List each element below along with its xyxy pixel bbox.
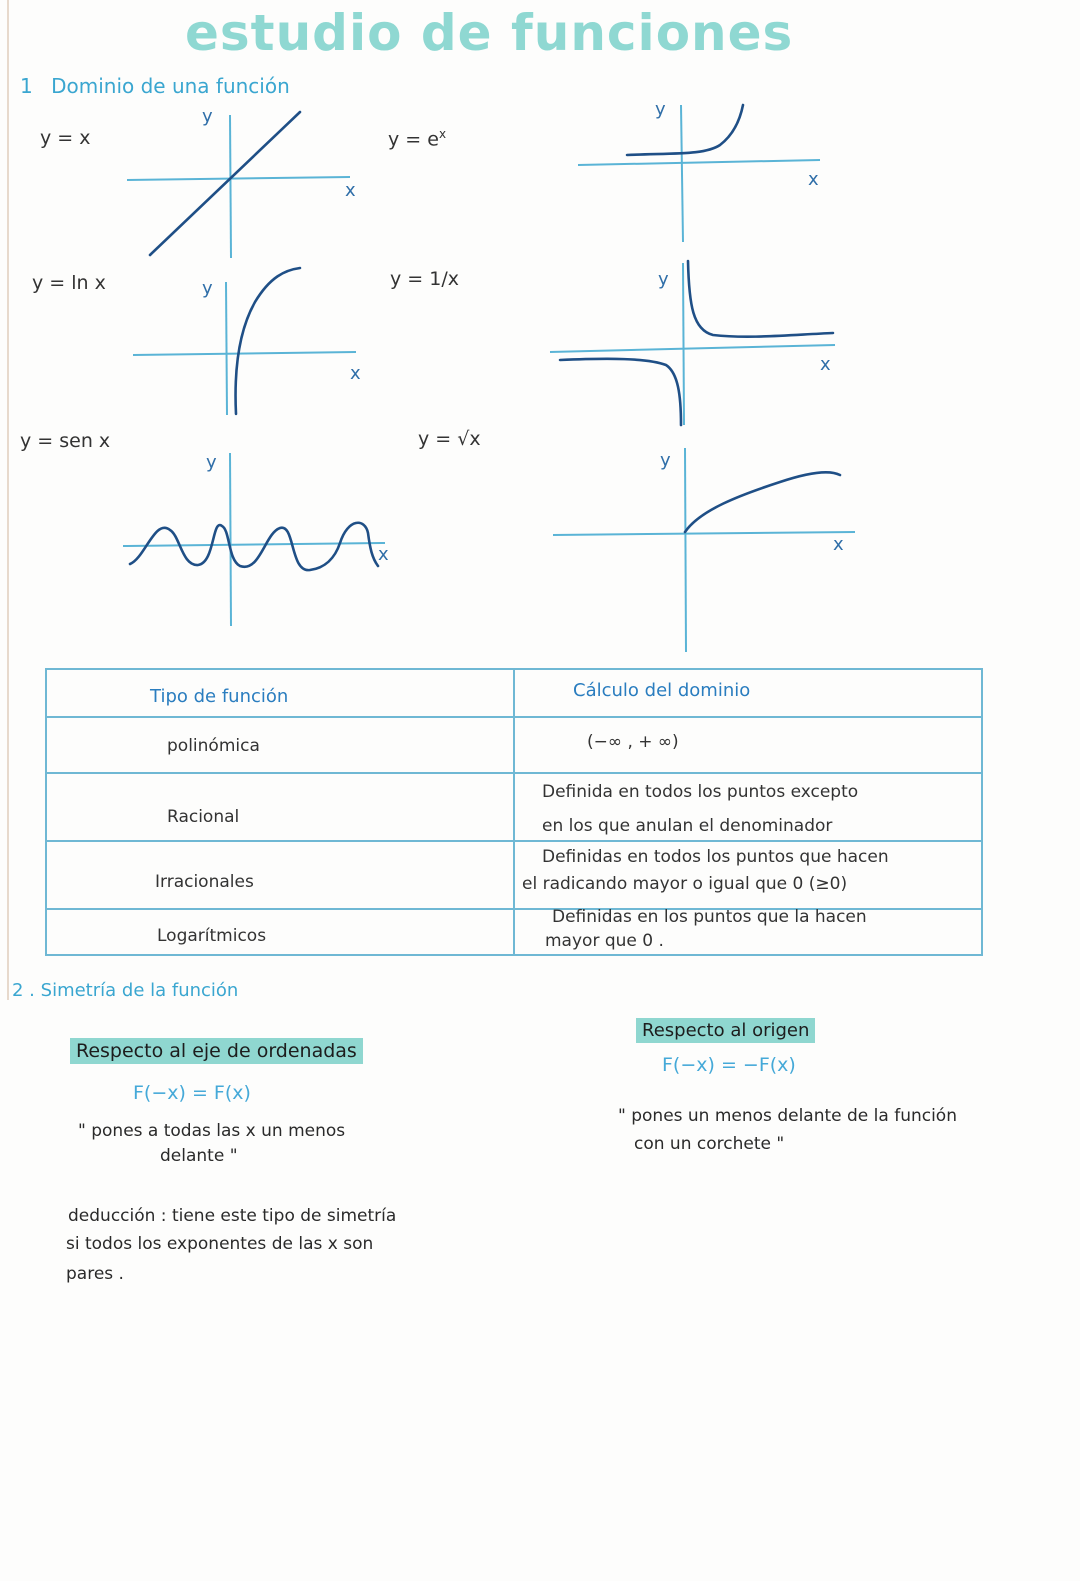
even-symmetry-heading: Respecto al eje de ordenadas	[70, 1040, 363, 1062]
y-axis-label: y	[655, 99, 666, 120]
table-header-type: Tipo de función	[150, 686, 289, 707]
odd-symmetry-heading: Respecto al origen	[636, 1020, 815, 1041]
deduction-line1: deducción : tiene este tipo de simetría	[68, 1206, 397, 1226]
equation-exponential: $y = e^x$	[388, 127, 447, 151]
odd-symmetry-note-line1: " pones un menos delante de la función	[618, 1106, 957, 1126]
equation-reciprocal: y = 1/x	[390, 268, 459, 290]
table-line	[45, 840, 983, 842]
x-axis-label: x	[833, 534, 844, 555]
y-axis-label: y	[658, 269, 669, 290]
table-header-domain: Cálculo del dominio	[573, 680, 751, 701]
x-axis-label: x	[345, 180, 356, 201]
graph-reciprocal	[548, 255, 848, 430]
x-axis-label: x	[350, 363, 361, 384]
odd-symmetry-formula: F(−x) = −F(x)	[662, 1054, 796, 1076]
table-row-domain-line2: en los que anulan el denominador	[542, 816, 833, 836]
even-symmetry-note-line2: delante "	[160, 1146, 238, 1166]
table-row-domain-line1: Definidas en los puntos que la hacen	[552, 907, 867, 927]
odd-symmetry-note-line2: con un corchete "	[634, 1134, 785, 1154]
graph-exponential	[575, 95, 845, 255]
y-axis-label: y	[206, 452, 217, 473]
table-row-domain-line1: Definida en todos los puntos excepto	[542, 782, 859, 802]
table-border-right	[981, 668, 983, 956]
table-row-type: polinómica	[167, 736, 260, 756]
even-symmetry-formula: F(−x) = F(x)	[133, 1082, 251, 1104]
section-2-heading	[12, 980, 238, 1001]
table-row-type: Racional	[167, 807, 240, 827]
section-2-label: Simetría de la función	[40, 980, 239, 1001]
equation-sine: y = sen x	[20, 430, 111, 452]
y-axis-label: y	[660, 450, 671, 471]
y-axis-label: y	[202, 106, 213, 127]
equation-sqrt: y = √x	[418, 428, 481, 450]
table-row-domain-line2: mayor que 0 .	[545, 931, 664, 951]
graph-logarithm	[130, 262, 370, 422]
graph-sine	[120, 448, 400, 630]
x-axis-label: x	[808, 169, 819, 190]
table-column-divider	[513, 668, 515, 956]
table-row-type: Irracionales	[155, 872, 254, 892]
section-1-label: Dominio de una función	[51, 74, 290, 98]
table-line	[45, 772, 983, 774]
table-line	[45, 668, 983, 670]
section-1-heading	[20, 74, 290, 98]
table-row-domain-line2: el radicando mayor o igual que 0 (≥0)	[522, 874, 848, 894]
x-axis-label: x	[378, 544, 389, 565]
page-title: estudio de funciones	[185, 4, 794, 62]
x-axis-label: x	[820, 354, 831, 375]
deduction-line3: pares .	[66, 1264, 124, 1284]
graph-identity	[120, 100, 380, 260]
section-2-number: 2 .	[12, 980, 35, 1001]
table-border-left	[45, 668, 47, 956]
table-row-domain-line1: Definidas en todos los puntos que hacen	[542, 847, 889, 867]
table-row-type: Logarítmicos	[157, 926, 267, 946]
section-1-number: 1	[20, 74, 33, 98]
equation-identity: y = x	[40, 127, 91, 149]
y-axis-label: y	[202, 278, 213, 299]
equation-logarithm: y = ln x	[32, 272, 106, 294]
table-line	[45, 716, 983, 718]
even-symmetry-note-line1: " pones a todas las x un menos	[78, 1121, 346, 1141]
table-row-domain: (−∞ , + ∞)	[587, 732, 679, 752]
table-border-bottom	[45, 954, 983, 956]
deduction-line2: si todos los exponentes de las x son	[66, 1234, 374, 1254]
graph-sqrt	[550, 440, 860, 655]
notebook-page-edge	[7, 0, 9, 1000]
